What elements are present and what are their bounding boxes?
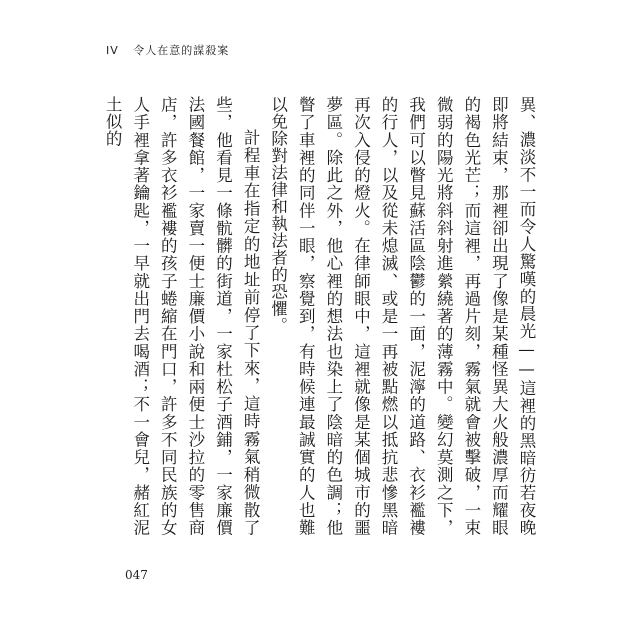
- running-head: [106, 42, 229, 58]
- body-text: [103, 96, 540, 536]
- paragraph-1: 異、濃淡不一而令人驚嘆的晨光——這裡的黑暗彷若夜晚即將結束，那裡卻出現了像是某種怪異大火般濃厚而耀眼的褐色光芒；而這裡，再過片刻，霧氣就會被擊破，一束微弱的陽光將斜斜射進縈繞著的薄霧中。變幻莫測之下，我們可以瞥見蘇活區陰鬱的一面，泥濘的道路、衣衫襤褸的行人，以及從未熄滅、或是一再被點燃以抵抗悲慘黑暗再次入侵的燈火。在律師眼中，這裡就像是某個城市的噩夢區。除此之外，他心裡的想法也染上了陰暗的色調；他瞥了車裡的同伴一眼，察覺到，有時候連最誠實的人也難以免除對法律和執法者的恐懼。: [268, 96, 536, 536]
- section-number: IV: [106, 44, 119, 57]
- paragraph-2: 計程車在指定的地址前停了下來，這時霧氣稍微散了些，他看見一條骯髒的街道，一家杜松子酒鋪，一家廉價法國餐館，一家賣一便士廉價小說和兩便士沙拉的零售商店，許多衣衫襤褸的孩子蜷縮在門口，許多不同民族的女人手裡拿著鑰匙，一早就出門去喝酒；不一會兒，赭紅泥土似的: [103, 96, 261, 536]
- page-number: 047: [125, 568, 148, 582]
- chapter-title: 令人在意的謀殺案: [133, 44, 230, 57]
